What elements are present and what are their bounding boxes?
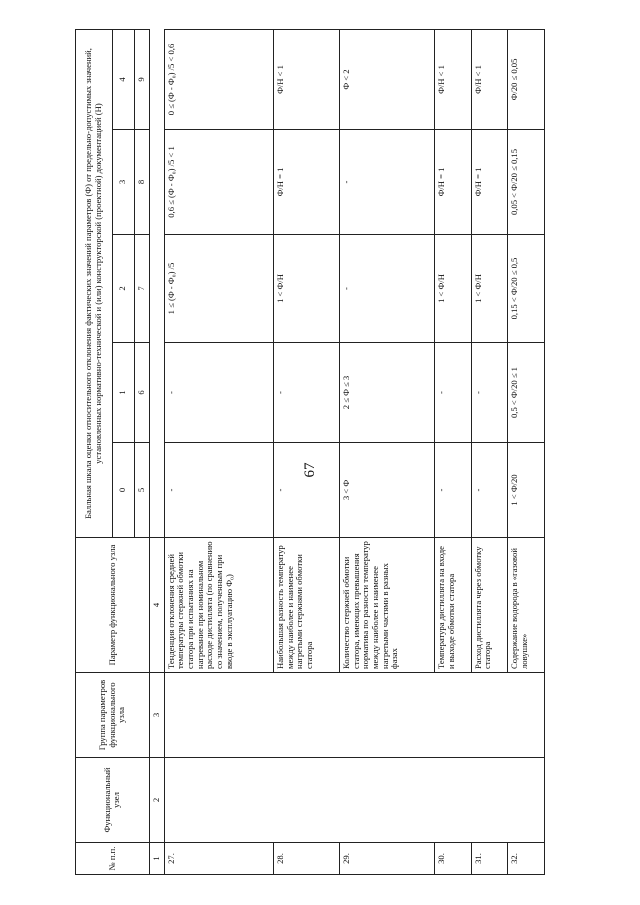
row-score-4: Ф < 2 <box>340 30 435 130</box>
row-score-4: Ф/Н < 1 <box>471 30 508 130</box>
row-num: 31. <box>471 843 508 875</box>
row-score-0: - <box>471 443 508 538</box>
col-index-7: 7 <box>134 235 149 343</box>
col-index-4: 4 <box>149 538 164 673</box>
col-index-2: 2 <box>149 758 164 843</box>
row-score-1: 0,5 < Ф/20 ≤ 1 <box>508 343 545 443</box>
row-score-0: 1 < Ф/20 <box>508 443 545 538</box>
rotated-table-container <box>75 30 545 875</box>
row-score-1: 2 ≤ Ф ≤ 3 <box>340 343 435 443</box>
row-score-2: 0,15 < Ф/20 ≤ 0,5 <box>508 235 545 343</box>
score-label-1: 1 <box>112 343 134 443</box>
row-num: 32. <box>508 843 545 875</box>
header-unit: Функциональный узел <box>76 758 150 843</box>
row-param: Наибольшая разность температур между наиболее и наименее нагретыми стержнями обмотки статора <box>274 538 340 673</box>
column-index-row-left <box>149 30 164 875</box>
score-label-3: 3 <box>112 130 134 235</box>
row-score-2: 1 < Ф/Н <box>471 235 508 343</box>
header-num: № п.п. <box>76 843 150 875</box>
row-score-1: - <box>471 343 508 443</box>
unit-cell <box>164 758 544 843</box>
row-param: Температура дистиллята на входе и выходе обмотки статора <box>434 538 471 673</box>
row-param: Расход дистиллята через обмотку статора <box>471 538 508 673</box>
row-score-2: 1 ≤ (Ф - Ф₀) /5 <box>164 235 273 343</box>
row-num: 29. <box>340 843 435 875</box>
row-score-3: 0,6 ≤ (Ф - Ф₀) /5 < 1 <box>164 130 273 235</box>
group-cell <box>164 673 544 758</box>
row-score-0: - <box>164 443 273 538</box>
col-index-3: 3 <box>149 673 164 758</box>
row-score-0: 3 < Ф <box>340 443 435 538</box>
row-score-3: - <box>340 130 435 235</box>
score-label-2: 2 <box>112 235 134 343</box>
row-param: Тенденция отклонения средней температуры стержней обмотки статора при испытаниях на нагревание при номинальном расходе дистиллята (по сравнению со значением, полученным при вводе в эксплуатацию Ф₀) <box>164 538 273 673</box>
score-label-0: 0 <box>112 443 134 538</box>
header-scale: Балльная шкала оценки относительного отклонения фактических значений параметров (Ф) от предельно-допустимых значений, установленных нормативно-технической и (или) конструкторской (проектной) документацией (Н) <box>76 30 113 538</box>
row-score-3: Ф/Н = 1 <box>471 130 508 235</box>
page-number: 67 <box>302 462 318 478</box>
row-score-0: - <box>434 443 471 538</box>
row-score-4: Ф/Н < 1 <box>434 30 471 130</box>
score-label-4: 4 <box>112 30 134 130</box>
row-score-2: 1 < Ф/Н <box>274 235 340 343</box>
row-param: Количество стержней обмотки статора, имеющих превышения норматива по разности температур между наиболее и наименее нагретыми частями в разных фазах <box>340 538 435 673</box>
header-row-1 <box>76 30 113 875</box>
row-score-1: - <box>274 343 340 443</box>
header-param: Параметр функционального узла <box>76 538 150 673</box>
col-index-1: 1 <box>149 843 164 875</box>
row-num: 30. <box>434 843 471 875</box>
row-score-3: Ф/Н = 1 <box>434 130 471 235</box>
table-row <box>164 30 273 875</box>
header-group: Группа параметров функционального узла <box>76 673 150 758</box>
row-score-2: 1 < Ф/Н <box>434 235 471 343</box>
row-score-1: - <box>434 343 471 443</box>
row-score-3: Ф/Н = 1 <box>274 130 340 235</box>
col-index-6: 6 <box>134 343 149 443</box>
row-score-1: - <box>164 343 273 443</box>
row-param: Содержание водорода в «газовой ловушке» <box>508 538 545 673</box>
col-index-9: 9 <box>134 30 149 130</box>
row-score-4: Ф/20 ≤ 0,05 <box>508 30 545 130</box>
row-score-2: - <box>340 235 435 343</box>
row-num: 27. <box>164 843 273 875</box>
col-index-8: 8 <box>134 130 149 235</box>
row-score-4: Ф/Н < 1 <box>274 30 340 130</box>
row-num: 28. <box>274 843 340 875</box>
row-score-3: 0,05 < Ф/20 ≤ 0,15 <box>508 130 545 235</box>
row-score-4: 0 ≤ (Ф - Ф₀) /5 < 0,6 <box>164 30 273 130</box>
col-index-5: 5 <box>134 443 149 538</box>
scoring-table <box>75 29 545 875</box>
row-score-0: - <box>274 443 340 538</box>
